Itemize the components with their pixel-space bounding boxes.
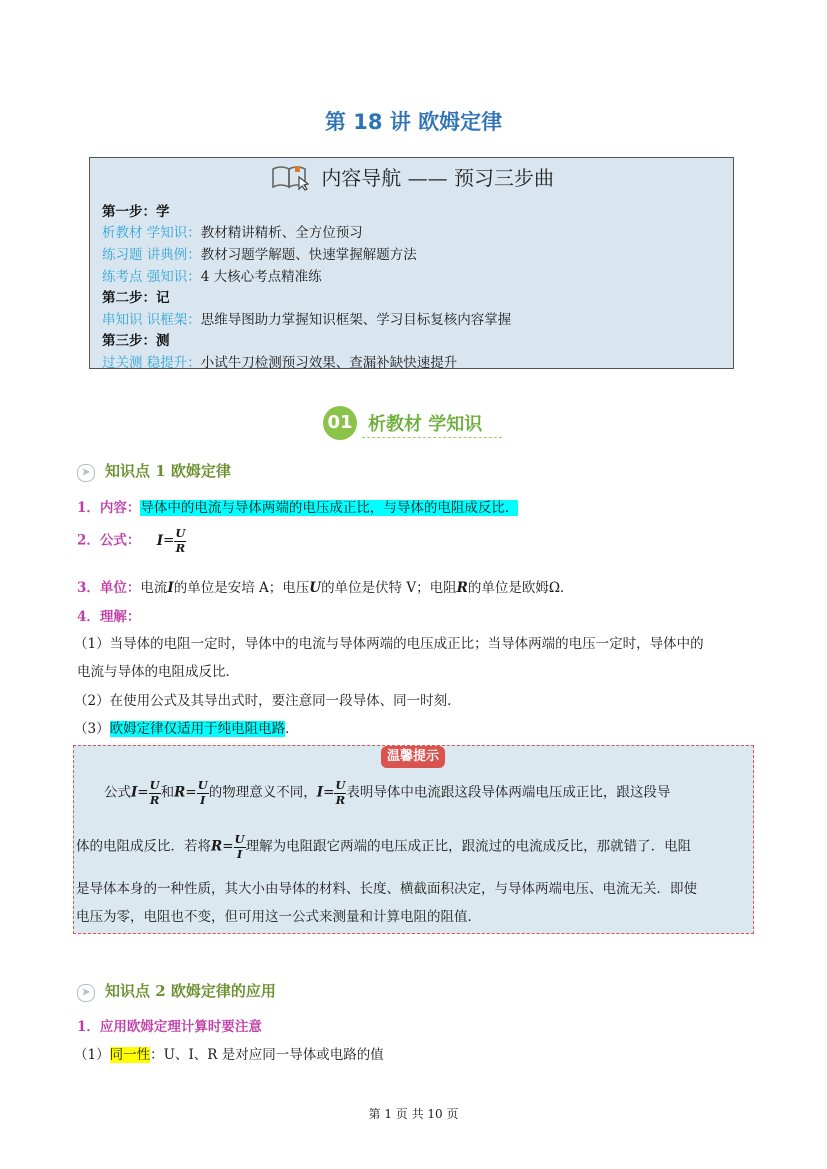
nav-heading xyxy=(90,162,733,191)
application-heading: 1．应用欧姆定理计算时要注意 xyxy=(77,1019,262,1035)
step1-label: 第一步：学 xyxy=(102,204,170,220)
formula-line: 2．公式： I= $\frac{U}{R}$ xyxy=(77,526,186,555)
tip-line-4: 电压为零，电阻也不变，但可用这一公式来测量和计算电阻的阻值． xyxy=(76,909,481,925)
knowledge-point-2-heading: ➤ 知识点 2 欧姆定律的应用 xyxy=(77,980,276,1002)
nav-row-1: 析教材 学知识：教材精讲精析、全方位预习 xyxy=(102,225,363,241)
chevron-circle-icon: ➤ xyxy=(77,464,95,482)
formula-fraction: $\frac{U}{R}$ xyxy=(175,526,186,555)
book-pointer-icon xyxy=(269,163,313,191)
page-footer: 第 1 页 共 10 页 xyxy=(368,1107,459,1121)
understanding-label: 4．理解： xyxy=(77,609,141,625)
section-number-badge: 01 xyxy=(323,406,357,440)
tip-line-2: 体的电阻成反比．若将R= $\frac{U}{I}$ 理解为电阻跟它两端的电压成正比，跟流过的电流成反比，那就错了．电阻 xyxy=(76,832,692,861)
understanding-point-2: （2）在使用公式及其导出式时，要注意同一段导体、同一时刻． xyxy=(74,693,461,709)
section-underline xyxy=(362,437,502,438)
step3-label: 第三步：测 xyxy=(102,333,170,349)
step2-label: 第二步：记 xyxy=(102,290,170,306)
highlighted-law: 导体中的电流与导体两端的电压成正比，与导体的电阻成反比． xyxy=(140,500,519,516)
nav-row-4: 串知识 识框架：思维导图助力掌握知识框架、学习目标复核内容掌握 xyxy=(102,312,512,328)
nav-row-3: 练考点 强知识：4 大核心考点精准练 xyxy=(102,269,322,285)
content-line: 1．内容：导体中的电流与导体两端的电压成正比，与导体的电阻成反比． xyxy=(77,500,519,516)
unit-line: 3．单位：电流I的单位是安培 A；电压U的单位是伏特 V；电阻R的单位是欧姆Ω． xyxy=(77,580,574,596)
content-navigation-box xyxy=(89,157,734,369)
page-title: 第 18 讲 欧姆定律 xyxy=(324,110,503,134)
understanding-point-1b: 电流与导体的电阻成反比． xyxy=(77,664,239,680)
application-point-1: （1）同一性：U、I、R 是对应同一导体或电路的值 xyxy=(74,1047,384,1063)
tip-line-3: 是导体本身的一种性质，其大小由导体的材料、长度、横截面积决定，与导体两端电压、电流无关．即使 xyxy=(76,881,697,897)
chevron-circle-icon: ➤ xyxy=(77,984,95,1002)
understanding-point-1a: （1）当导体的电阻一定时，导体中的电流与导体两端的电压成正比；当导体两端的电压一定时，导体中的 xyxy=(74,636,704,652)
knowledge-point-1-heading: ➤ 知识点 1 欧姆定律 xyxy=(77,460,231,482)
nav-row-2: 练习题 讲典例：教材习题学解题、快速掌握解题方法 xyxy=(102,247,417,263)
nav-heading-text: 内容导航 —— 预习三步曲 xyxy=(321,166,555,190)
section-title: 析教材 学知识 xyxy=(368,414,483,435)
tip-line-1: 公式I= $\frac{U}{R}$ 和R= $\frac{U}{I}$ 的物理意义不同，I= $\frac{U}{R}$ 表明导体中电流跟这段导体两端电压成正比，跟这段导 xyxy=(104,778,671,807)
tip-tag: 温馨提示 xyxy=(381,746,445,768)
nav-row-5: 过关测 稳提升：小试牛刀检测预习效果、查漏补缺快速提升 xyxy=(102,355,458,371)
understanding-point-3: （3）欧姆定律仅适用于纯电阻电路． xyxy=(74,721,299,737)
